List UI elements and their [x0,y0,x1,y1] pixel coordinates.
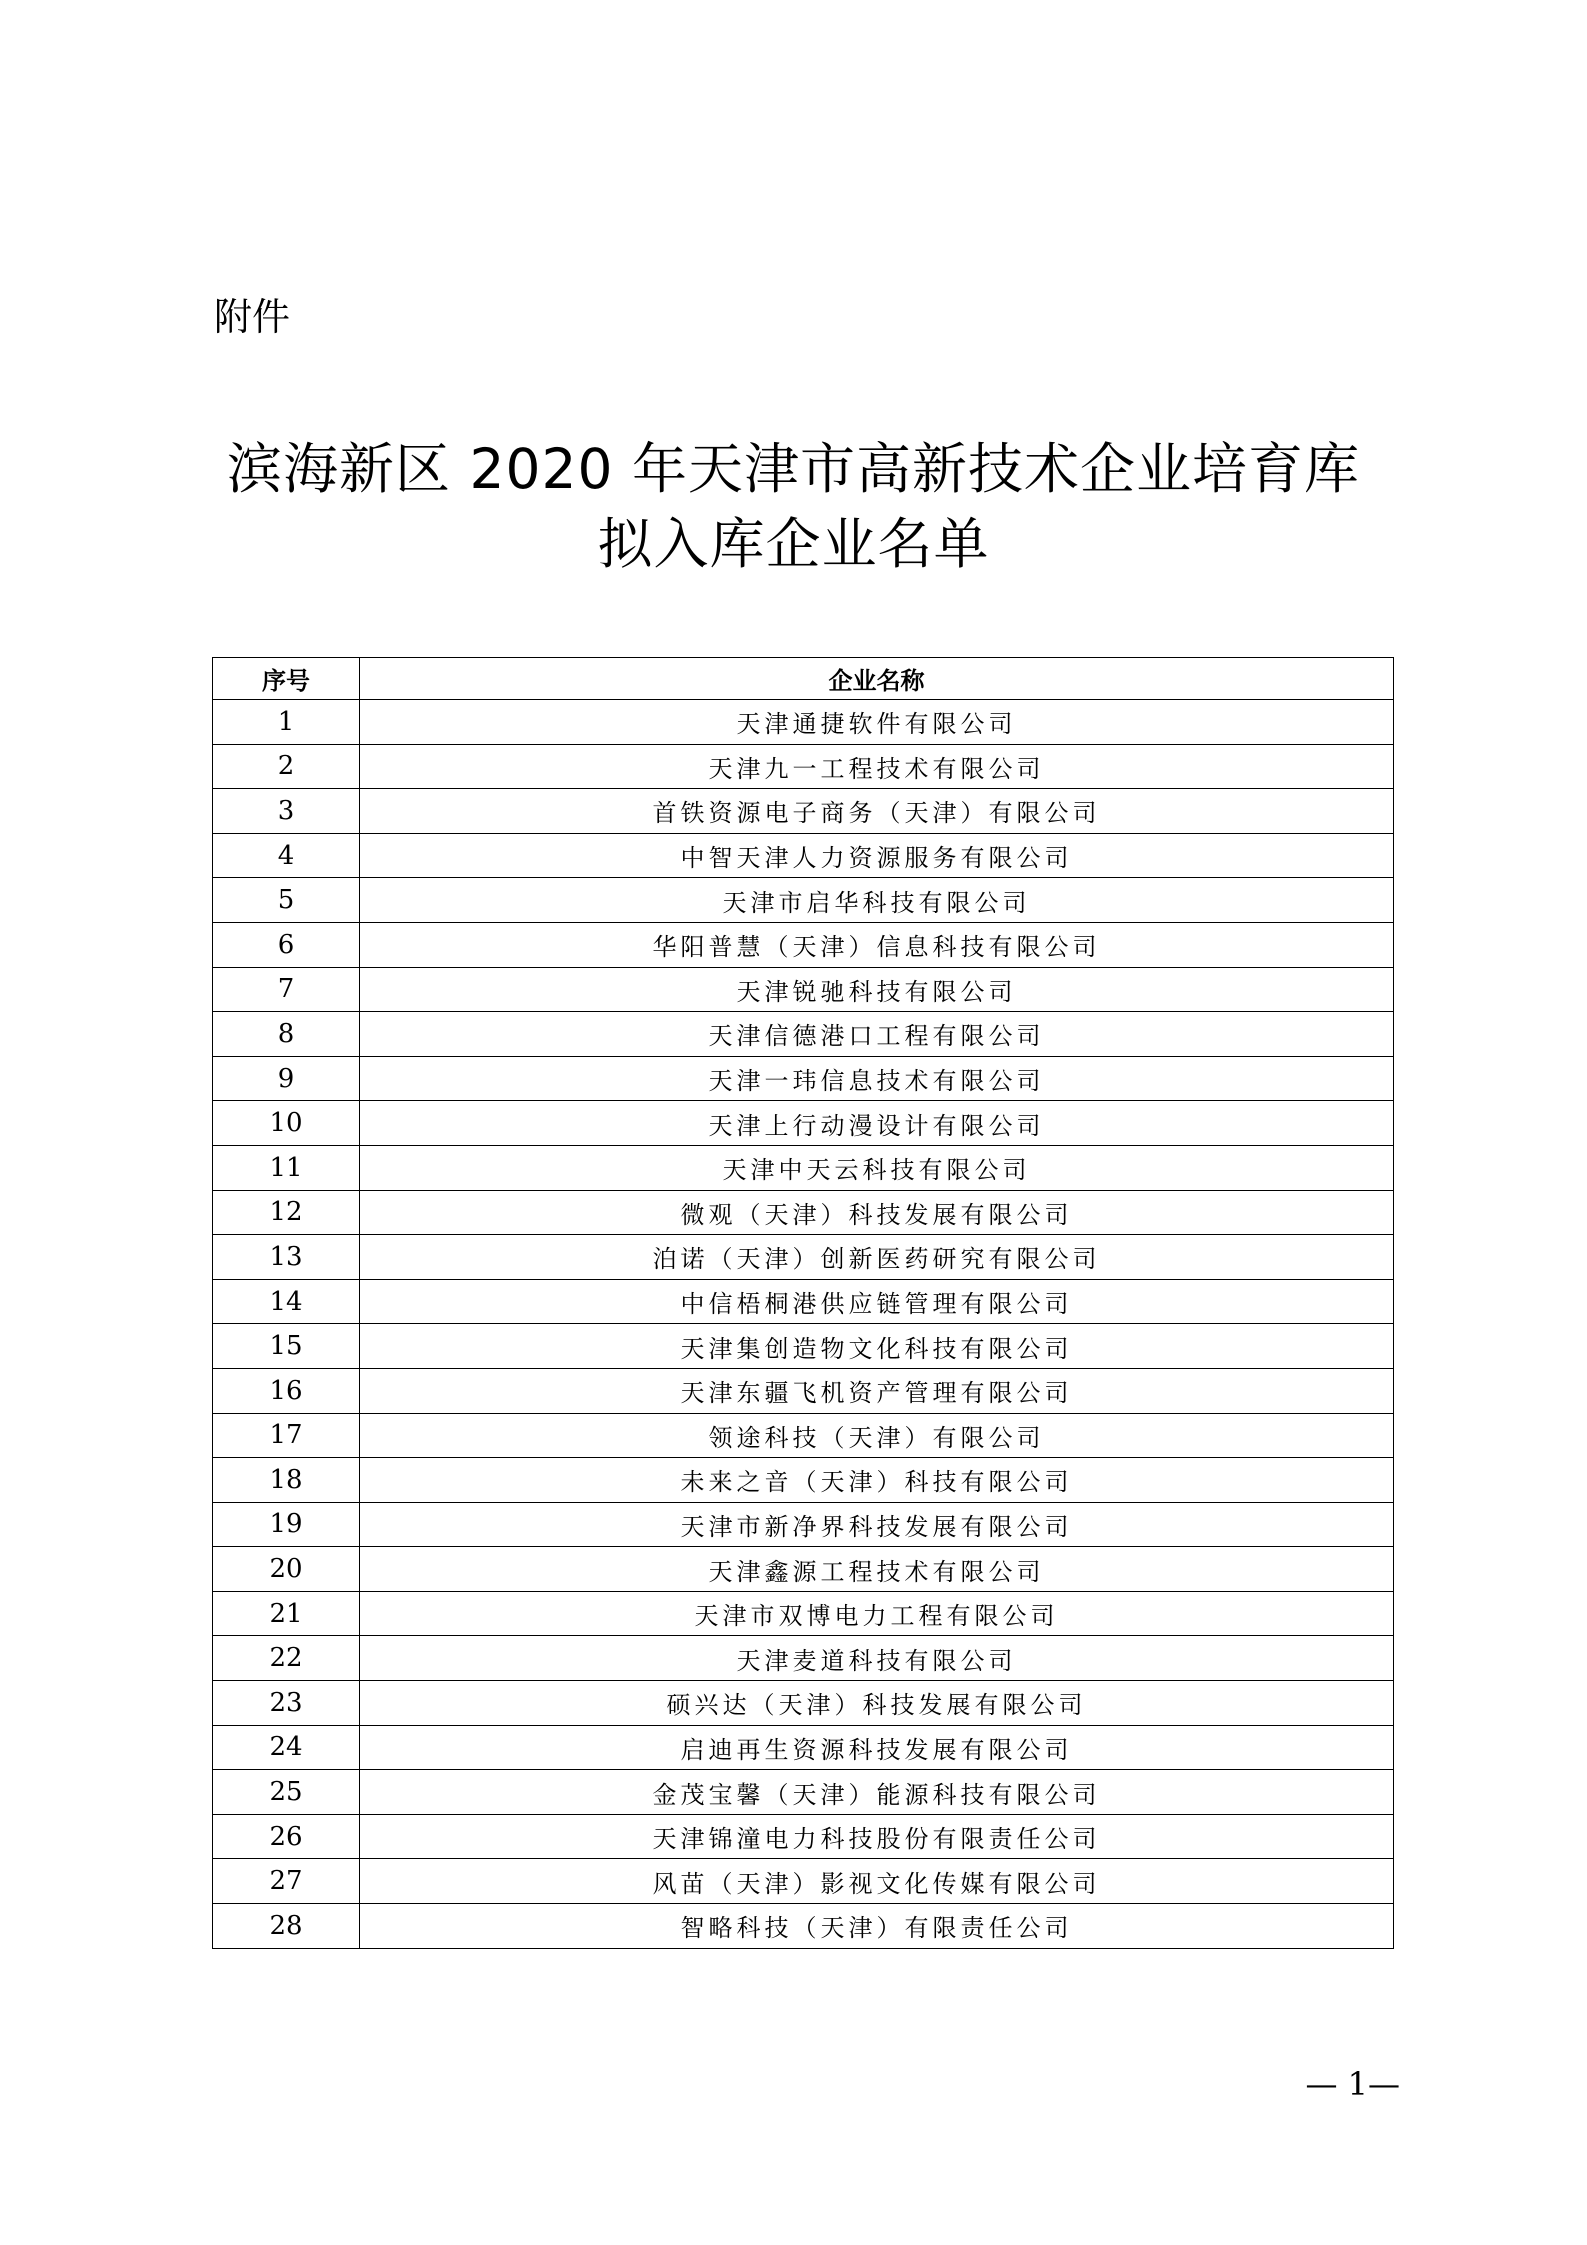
table-row [213,967,1394,1012]
row-serial-number: 25 [213,1770,360,1815]
table-row [213,1681,1394,1726]
row-company-name: 天津市新净界科技发展有限公司 [360,1502,1394,1547]
row-serial-number: 11 [213,1145,360,1190]
company-list-table [212,657,1394,1949]
table-row [213,1591,1394,1636]
row-company-name: 未来之音（天津）科技有限公司 [360,1458,1394,1503]
row-company-name: 天津上行动漫设计有限公司 [360,1101,1394,1146]
table-row [213,878,1394,923]
table-row [213,1101,1394,1146]
row-company-name: 天津鑫源工程技术有限公司 [360,1547,1394,1592]
table-row [213,789,1394,834]
row-company-name: 中信梧桐港供应链管理有限公司 [360,1279,1394,1324]
row-company-name: 天津集创造物文化科技有限公司 [360,1324,1394,1369]
row-serial-number: 6 [213,922,360,967]
table-header-row [213,658,1394,700]
row-serial-number: 7 [213,967,360,1012]
row-serial-number: 2 [213,744,360,789]
attachment-label: 附件 [214,295,291,339]
table-row [213,1502,1394,1547]
row-serial-number: 20 [213,1547,360,1592]
row-company-name: 华阳普慧（天津）信息科技有限公司 [360,922,1394,967]
table-row [213,922,1394,967]
table-row [213,700,1394,745]
row-serial-number: 15 [213,1324,360,1369]
row-serial-number: 24 [213,1725,360,1770]
row-serial-number: 28 [213,1904,360,1949]
header-company-name: 企业名称 [360,658,1394,700]
row-serial-number: 16 [213,1368,360,1413]
row-serial-number: 4 [213,833,360,878]
table-row [213,1904,1394,1949]
row-company-name: 天津锐驰科技有限公司 [360,967,1394,1012]
document-title-line-1: 滨海新区 2020 年天津市高新技术企业培育库 [227,437,1360,501]
table-row [213,1056,1394,1101]
header-serial-number: 序号 [213,658,360,700]
table-row [213,1547,1394,1592]
row-company-name: 天津市启华科技有限公司 [360,878,1394,923]
row-company-name: 天津九一工程技术有限公司 [360,744,1394,789]
table-row [213,1636,1394,1681]
table-row [213,1725,1394,1770]
row-company-name: 天津市双博电力工程有限公司 [360,1591,1394,1636]
row-company-name: 天津锦潼电力科技股份有限责任公司 [360,1814,1394,1859]
row-company-name: 智略科技（天津）有限责任公司 [360,1904,1394,1949]
row-serial-number: 8 [213,1012,360,1057]
document-title-line-2: 拟入库企业名单 [597,512,990,576]
table-body [213,700,1394,1949]
row-serial-number: 1 [213,700,360,745]
row-company-name: 启迪再生资源科技发展有限公司 [360,1725,1394,1770]
table-row [213,1413,1394,1458]
row-serial-number: 18 [213,1458,360,1503]
row-company-name: 金茂宝馨（天津）能源科技有限公司 [360,1770,1394,1815]
page-number: — 1— [1305,2065,1400,2103]
table-row [213,1145,1394,1190]
row-company-name: 领途科技（天津）有限公司 [360,1413,1394,1458]
table-row [213,833,1394,878]
row-company-name: 硕兴达（天津）科技发展有限公司 [360,1681,1394,1726]
row-serial-number: 17 [213,1413,360,1458]
row-company-name: 天津一玮信息技术有限公司 [360,1056,1394,1101]
table-header [213,658,1394,700]
table-row [213,744,1394,789]
row-serial-number: 9 [213,1056,360,1101]
table-row [213,1770,1394,1815]
table-row [213,1859,1394,1904]
row-serial-number: 21 [213,1591,360,1636]
row-serial-number: 3 [213,789,360,834]
row-company-name: 天津中天云科技有限公司 [360,1145,1394,1190]
row-serial-number: 27 [213,1859,360,1904]
table-row [213,1190,1394,1235]
row-company-name: 首铁资源电子商务（天津）有限公司 [360,789,1394,834]
row-serial-number: 10 [213,1101,360,1146]
row-serial-number: 14 [213,1279,360,1324]
row-company-name: 中智天津人力资源服务有限公司 [360,833,1394,878]
table-row [213,1324,1394,1369]
table-row [213,1368,1394,1413]
row-company-name: 天津麦道科技有限公司 [360,1636,1394,1681]
table-row [213,1012,1394,1057]
row-serial-number: 12 [213,1190,360,1235]
row-company-name: 风苗（天津）影视文化传媒有限公司 [360,1859,1394,1904]
table-row [213,1458,1394,1503]
row-company-name: 天津通捷软件有限公司 [360,700,1394,745]
row-serial-number: 19 [213,1502,360,1547]
row-serial-number: 22 [213,1636,360,1681]
table-row [213,1814,1394,1859]
table-row [213,1279,1394,1324]
row-company-name: 天津信德港口工程有限公司 [360,1012,1394,1057]
row-company-name: 泊诺（天津）创新医药研究有限公司 [360,1235,1394,1280]
row-serial-number: 13 [213,1235,360,1280]
row-serial-number: 26 [213,1814,360,1859]
row-serial-number: 5 [213,878,360,923]
row-company-name: 天津东疆飞机资产管理有限公司 [360,1368,1394,1413]
table-row [213,1235,1394,1280]
row-serial-number: 23 [213,1681,360,1726]
row-company-name: 微观（天津）科技发展有限公司 [360,1190,1394,1235]
